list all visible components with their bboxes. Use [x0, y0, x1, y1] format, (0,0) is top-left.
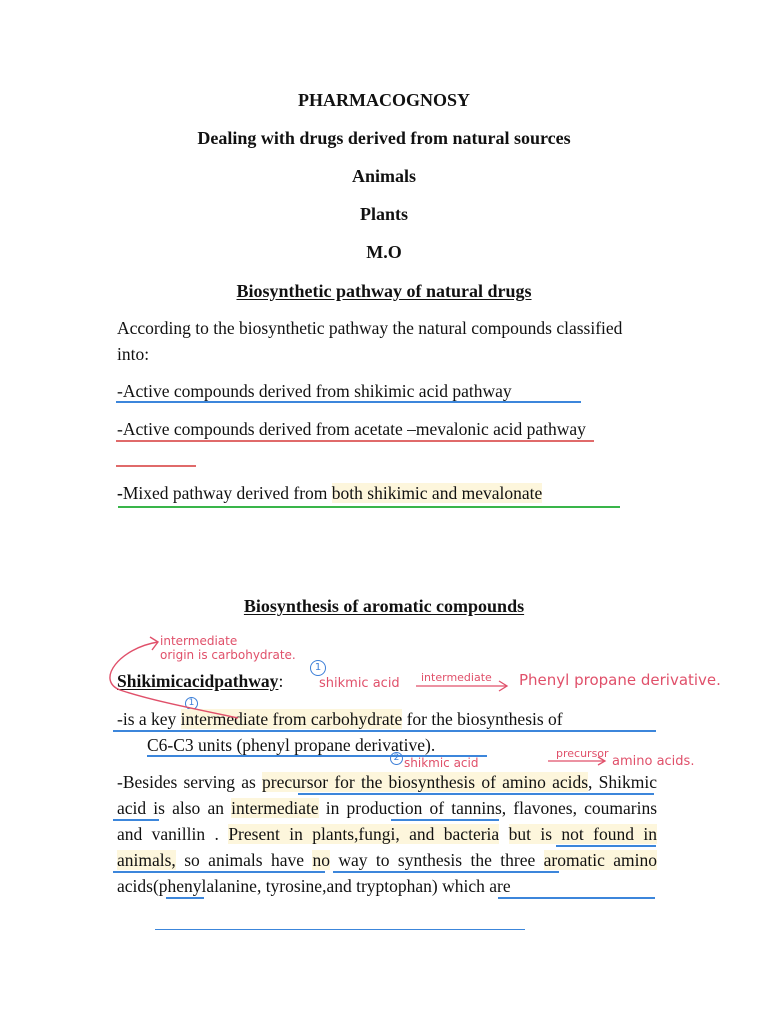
text-run: so animals have	[175, 850, 313, 870]
ink-underline	[113, 871, 325, 873]
text-run: C6-C3 units (phenyl propane derivative).	[147, 735, 436, 755]
ink-underline	[333, 871, 559, 873]
handwritten-note-line2: origin is carbohydrate.	[160, 648, 296, 662]
list-item-acetate	[117, 416, 657, 442]
ink-underline	[498, 897, 655, 899]
source-plants: Plants	[359, 204, 408, 224]
list-item-text: -Active compounds derived from shikimic acid pathway	[117, 381, 512, 401]
ink-underline	[116, 401, 581, 403]
ink-underline	[118, 506, 620, 508]
highlighted-text: aromatic amino	[543, 850, 657, 870]
circled-number-2: 2	[390, 752, 403, 765]
section-heading-biosynthetic-pathway: Biosynthetic pathway of natural drugs	[236, 281, 532, 301]
circled-number-1: 1	[310, 660, 326, 676]
flow2-arrow-label: precursor	[556, 747, 609, 760]
text-run: -is a key	[117, 709, 181, 729]
ink-underline	[155, 929, 525, 930]
flow1-arrow-label: intermediate	[421, 671, 492, 684]
intro-paragraph: According to the biosynthetic pathway the natural compounds classified into:	[117, 318, 623, 364]
circled-number-1b: 1	[185, 697, 198, 710]
ink-underline	[116, 465, 196, 467]
pathway-label: Shikimicacidpathway	[117, 671, 279, 691]
text-run	[499, 824, 508, 844]
text-run: acids(phenylalanine, tyrosine,and tryptophan) which are	[117, 876, 511, 896]
arrow-head	[150, 637, 158, 650]
ink-underline	[298, 793, 654, 795]
text-run: -Besides serving as	[117, 772, 263, 792]
flow1-end: Phenyl propane derivative.	[519, 671, 721, 689]
handwritten-note-line1: intermediate	[160, 634, 238, 648]
ink-underline	[113, 819, 159, 821]
flow2-start: shikmic acid	[404, 756, 479, 770]
text-run: for the biosynthesis of	[402, 709, 563, 729]
ink-underline	[556, 845, 656, 847]
highlighted-text: but is not found in animals,	[117, 824, 658, 870]
paragraph-2	[117, 769, 657, 899]
text-run: way to synthesis the three	[329, 850, 544, 870]
paragraph-1-line1	[117, 706, 657, 732]
highlighted-text: Present in plants,fungi, and bacteria	[228, 824, 500, 844]
highlighted-text: intermediate	[231, 798, 319, 818]
highlighted-text: intermediate from carbohydrate	[180, 709, 403, 729]
highlighted-text: precursor for the biosynthesis of amino acids	[262, 772, 589, 792]
section-heading-aromatic: Biosynthesis of aromatic compounds	[243, 596, 525, 616]
ink-underline	[391, 819, 499, 821]
highlighted-text: no	[312, 850, 330, 870]
list-item-mixed	[117, 480, 657, 506]
highlighted-text: both shikimic and mevalonate	[331, 483, 543, 503]
pathway-colon: :	[278, 671, 284, 691]
text-run: , Shikmic acid is also an	[117, 772, 657, 818]
ink-underline	[166, 897, 204, 899]
list-item-text: Mixed pathway derived from	[122, 483, 332, 503]
source-animals: Animals	[351, 166, 416, 186]
source-microorganisms: M.O	[366, 242, 402, 262]
list-item-prefix: -	[117, 483, 123, 503]
flow1-start: shikmic acid	[319, 676, 400, 691]
document-title: PHARMACOGNOSY	[298, 90, 470, 110]
ink-underline	[116, 440, 594, 442]
text-run: in production of tannins, flavones, coumarins and vanillin .	[117, 798, 658, 844]
list-item-text: -Active compounds derived from acetate –mevalonic acid pathway	[117, 419, 586, 439]
document-subtitle: Dealing with drugs derived from natural sources	[197, 128, 571, 148]
flow2-end: amino acids.	[612, 754, 695, 769]
